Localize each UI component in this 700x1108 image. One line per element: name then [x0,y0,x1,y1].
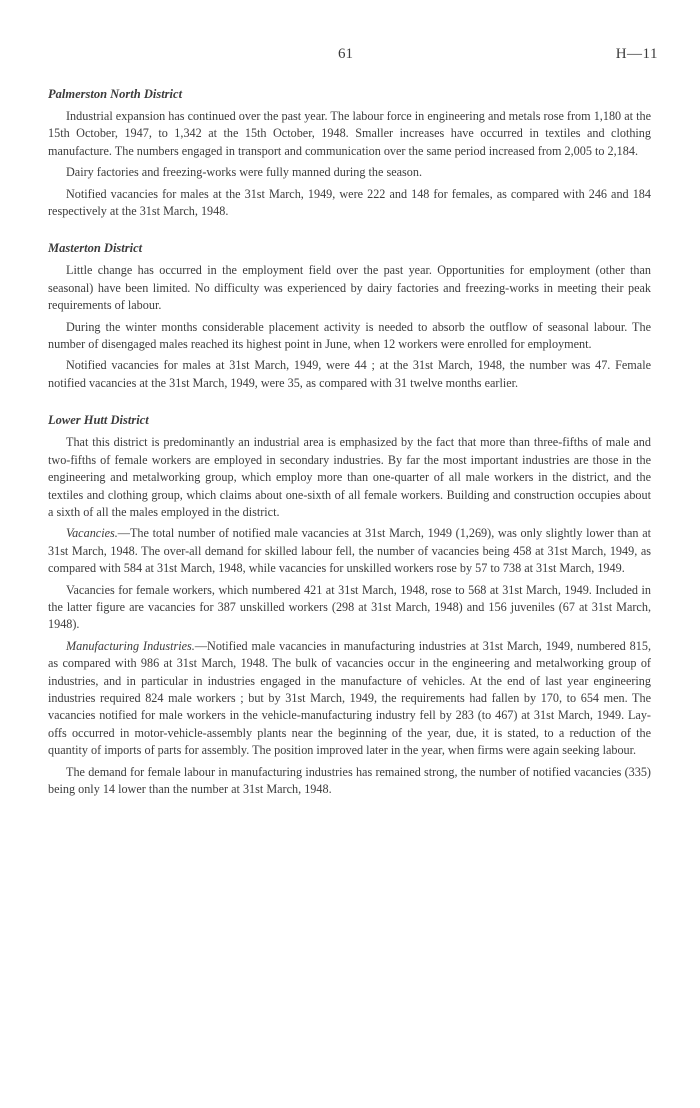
paragraph-text: Dairy factories and freezing-works were fully manned during the season. [66,165,423,180]
paragraph [48,638,651,760]
paragraph-text: Little change has occurred in the employment field over the past year. Opportunities for employment (other than seasonal) have been limited. No difficulty was experienced by dairy factories and freezing-works in meeting their peak requirements of labour. [48,263,651,313]
section-title: Masterton District [48,241,143,256]
paragraph-text: During the winter months considerable placement activity is needed to absorb the outflow of seasonal labour. The number of disengaged males reached its highest point in June, when 12 workers were enrolled for employment. [48,319,651,352]
section-title: Palmerston North District [48,87,183,101]
paragraph [48,357,651,392]
paragraph-text: Notified vacancies for males at 31st March, 1949, were 44 ; at the 31st March, 1948, the number was 47. Female notified vacancies at the 31st March, 1949, were 35, as compared with 31 twelve months earlier. [48,358,651,390]
paragraph-text: Vacancies for female workers, which numbered 421 at 31st March, 1948, rose to 568 at 31st March, 1949. Included in the latter figure are vacancies for 387 unskilled workers (298 at 31st March, 1948) and 156 juveniles (67 at 31st March, 1948). [48,582,651,632]
page-header [0,46,700,66]
paragraph [48,186,651,221]
section-masterton [48,240,651,392]
paragraph-text: That this district is predominantly an industrial area is emphasized by the fact that more than three-fifths of male and two-fifths of female workers are employed in secondary industries. By far the most important industries are those in the engineering and metalworking group, which employ more than one-quarter of all male workers in the district, and the textiles and clothing group, which claims about one-sixth of all female workers. Building and construction occupies about a sixth of all the males employed in the district. [48,435,651,519]
section-lower-hutt [48,412,651,798]
paragraph [48,434,651,521]
paragraph [48,764,651,799]
paragraph [48,319,651,354]
section-palmerston-north [48,86,651,220]
paragraph [48,164,651,181]
report-reference: H—11 [615,46,658,62]
paragraph-text: Notified vacancies for males at the 31st March, 1949, were 222 and 148 for females, as compared with 246 and 184 respectively at the 31st March, 1948. [48,186,651,219]
paragraph-lead: Vacancies. [66,526,118,541]
paragraph-text: —Notified male vacancies in manufacturing industries at 31st March, 1949, numbered 815, as compared with 986 at 31st March, 1948. The bulk of vacancies occur in the engineering and metalworking group of industries, and in particular in industries engaged in the manufacture of vehicles. At the end of last year engineering industries required 824 male workers ; but by 31st March, 1949, the requirements had fallen by 170, to 654 men. The vacancies notified for male workers in the vehicle-manufacturing industry fell by 283 (to 467) at 31st March, 1949. Lay-offs occurred in motor-vehicle-assembly plants near the beginning of the year, due, it is stated, to a reduction of the quantity of imports of parts for assembly. The position improved later in the year, when firms were again seeking labour. [48,638,651,758]
document-body [48,86,651,818]
paragraph-text: The demand for female labour in manufacturing industries has remained strong, the number of notified vacancies (335) being only 14 lower than the number at 31st March, 1948. [48,764,651,796]
paragraph [48,108,651,160]
paragraph [48,582,651,634]
paragraph-lead: Manufacturing Industries. [66,638,195,653]
paragraph-text: —The total number of notified male vacancies at 31st March, 1949 (1,269), was only slightly lower than at 31st March, 1948. The over-all demand for skilled labour fell, the number of vacancies being 458 at 31st March, 1949, as compared with 584 at 31st March, 1948, while vacancies for unskilled workers rose by 57 to 738 at 31st March, 1949. [48,526,651,576]
section-title: Lower Hutt District [48,413,149,428]
paragraph-text: Industrial expansion has continued over the past year. The labour force in engineering and metals rose from 1,180 at the 15th October, 1947, to 1,342 at the 15th October, 1948. Smaller increases have occurred in textiles and clothing manufacture. The numbers engaged in transport and communication over the same period increased from 2,005 to 2,184. [48,109,651,158]
paragraph [48,525,651,577]
page-number: 61 [338,46,353,62]
paragraph [48,262,651,314]
